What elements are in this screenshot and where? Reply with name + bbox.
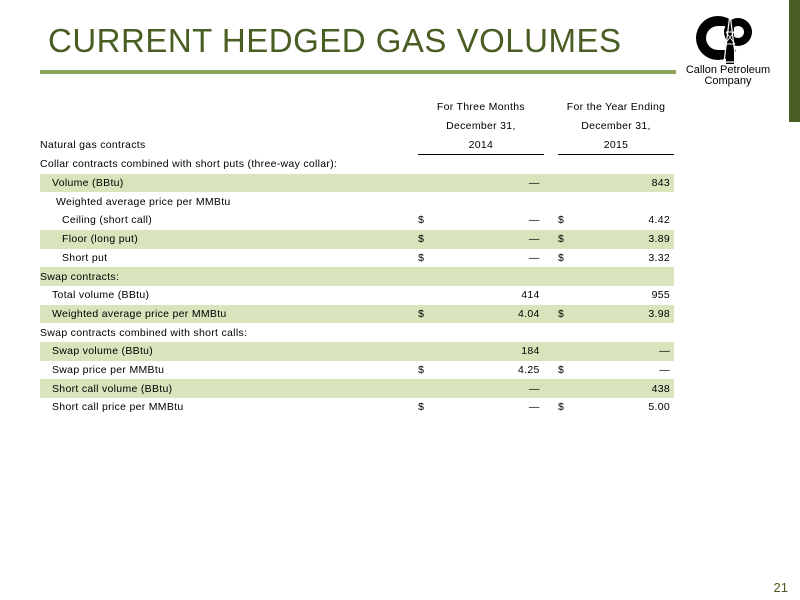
column-gap <box>544 230 558 249</box>
dollar-sign-2: $ <box>558 230 572 249</box>
dollar-sign-2: $ <box>558 251 565 264</box>
column-gap <box>544 379 558 398</box>
dollar-sign-1: $ <box>418 214 425 227</box>
value-2014: 414 <box>521 289 540 302</box>
dollar-sign-1: $ <box>418 363 425 376</box>
table-row <box>40 211 674 230</box>
value-2015: 3.98 <box>572 305 674 324</box>
dollar-sign-1: $ <box>418 251 425 264</box>
column-gap <box>544 249 558 268</box>
value-2014: 184 <box>432 342 544 361</box>
column-gap <box>544 192 558 211</box>
dollar-sign-1 <box>418 286 432 305</box>
value-2014 <box>432 192 544 211</box>
table-row <box>40 305 674 324</box>
page-number: 21 <box>773 580 788 595</box>
table-row <box>40 174 674 193</box>
row-label: Floor (long put) <box>40 230 418 249</box>
value-2014: — <box>432 230 544 249</box>
dollar-sign-1 <box>418 192 432 211</box>
column-gap <box>544 286 558 305</box>
value-2015: 438 <box>572 379 674 398</box>
section-label: Collar contracts combined with short puts (three-way collar): <box>40 158 338 171</box>
row-label: Short call price per MMBtu <box>52 401 184 414</box>
col2-header-line2: December 31, <box>581 120 651 133</box>
dollar-sign-1 <box>418 342 432 361</box>
dollar-sign-1: $ <box>418 305 432 324</box>
column-gap <box>544 211 558 230</box>
value-2015: 5.00 <box>648 401 670 414</box>
table-header-row-2 <box>40 117 674 136</box>
column-gap <box>544 305 558 324</box>
table-row <box>40 230 674 249</box>
column-gap <box>544 342 558 361</box>
section-label: Swap contracts: <box>40 267 674 286</box>
row-label: Volume (BBtu) <box>40 174 418 193</box>
value-2014: — <box>432 379 544 398</box>
value-2014: — <box>528 401 540 414</box>
value-2015: — <box>659 363 670 376</box>
table-row <box>40 398 674 417</box>
row-label: Total volume (BBtu) <box>52 289 150 302</box>
hedged-gas-table <box>40 98 674 417</box>
section-label: Swap contracts combined with short calls: <box>40 326 248 339</box>
value-2015: 3.32 <box>648 251 670 264</box>
dollar-sign-2 <box>558 342 572 361</box>
dollar-sign-2: $ <box>558 401 565 414</box>
logo-line-2: Company <box>704 75 752 87</box>
row-label: Short put <box>62 251 108 264</box>
title-underline <box>40 70 676 74</box>
row-label: Weighted average price per MMBtu <box>40 305 418 324</box>
dollar-sign-2 <box>558 192 572 211</box>
table-header-row-3 <box>40 135 674 154</box>
value-2015 <box>572 192 674 211</box>
table-row <box>40 249 674 268</box>
value-2015: 955 <box>651 289 670 302</box>
dollar-sign-1: $ <box>418 230 432 249</box>
col1-year: 2014 <box>418 135 544 154</box>
callon-derrick-logo-icon <box>680 12 776 66</box>
table-row <box>40 286 674 305</box>
dollar-sign-2: $ <box>558 363 565 376</box>
value-2015: 4.42 <box>648 214 670 227</box>
logo-line-1: Callon Petroleum <box>685 64 771 76</box>
dollar-sign-1 <box>418 174 432 193</box>
table-row <box>40 192 674 211</box>
col2-year: 2015 <box>558 135 674 154</box>
table-header-row-1 <box>40 98 674 117</box>
section-row <box>40 155 674 174</box>
value-2015: 3.89 <box>572 230 674 249</box>
dollar-sign-1 <box>418 379 432 398</box>
col1-header-line1: For Three Months <box>436 101 525 114</box>
row-label: Short call volume (BBtu) <box>40 379 418 398</box>
value-2015: 843 <box>572 174 674 193</box>
dollar-sign-2: $ <box>558 214 565 227</box>
row-label: Swap price per MMBtu <box>52 363 165 376</box>
col2-header-line1: For the Year Ending <box>566 101 666 114</box>
value-2014: — <box>528 214 540 227</box>
value-2014: 4.25 <box>518 363 540 376</box>
table-row <box>40 342 674 361</box>
company-logo <box>680 12 776 92</box>
value-2014: — <box>528 251 540 264</box>
row-label: Weighted average price per MMBtu <box>56 195 231 208</box>
row-label-header: Natural gas contracts <box>40 138 146 151</box>
page-title: CURRENT HEDGED GAS VOLUMES <box>48 22 622 59</box>
table-row <box>40 379 674 398</box>
value-2014: — <box>432 174 544 193</box>
dollar-sign-2 <box>558 174 572 193</box>
dollar-sign-2: $ <box>558 305 572 324</box>
accent-side-bar <box>789 0 800 122</box>
dollar-sign-1: $ <box>418 401 425 414</box>
value-2014: 4.04 <box>432 305 544 324</box>
dollar-sign-2 <box>558 286 572 305</box>
section-row <box>40 323 674 342</box>
column-gap <box>544 398 558 417</box>
col1-header-line2: December 31, <box>446 120 516 133</box>
column-gap <box>544 361 558 380</box>
column-gap <box>544 174 558 193</box>
section-row <box>40 267 674 286</box>
row-label: Ceiling (short call) <box>62 214 153 227</box>
row-label: Swap volume (BBtu) <box>40 342 418 361</box>
table-row <box>40 361 674 380</box>
value-2015: — <box>572 342 674 361</box>
logo-text <box>680 65 776 87</box>
dollar-sign-2 <box>558 379 572 398</box>
